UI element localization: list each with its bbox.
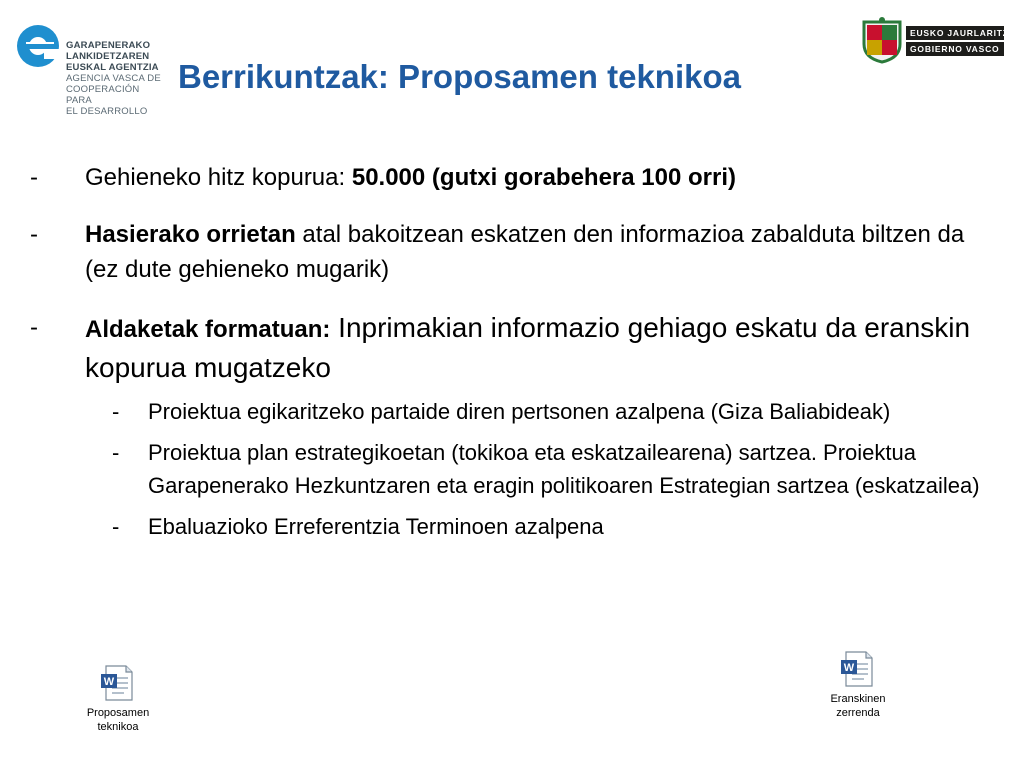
svg-text:W: W — [843, 662, 855, 674]
svg-text:W: W — [103, 676, 115, 688]
attachment-label: Eranskinen — [830, 693, 886, 705]
word-document-icon — [100, 664, 136, 702]
sub-bullet-dash: - — [112, 440, 120, 465]
basque-coat-of-arms-icon — [860, 16, 904, 64]
bullet-bold-text: Aldaketak formatuan: — [85, 316, 331, 343]
logo-line: AGENCIA VASCA DE — [66, 73, 161, 84]
sub-bullet-dash: - — [112, 514, 120, 539]
government-logo — [860, 16, 1016, 66]
logo-line: LANKIDETZAREN — [66, 51, 150, 62]
attachment-label: zerrenda — [836, 707, 880, 719]
bullet-dash: - — [30, 164, 38, 191]
bullet-item — [30, 309, 990, 387]
sub-bullet-text: Proiektua egikaritzeko partaide diren pertsonen azalpena (Giza Baliabideak) — [148, 399, 891, 424]
bullet-dash: - — [30, 221, 38, 248]
agency-e-logo-icon — [14, 18, 64, 70]
attachment-label: teknikoa — [97, 721, 139, 733]
bullet-dash: - — [30, 314, 38, 341]
bullet-item — [30, 217, 990, 287]
agency-logo-text — [66, 40, 164, 117]
sub-bullet-text: Ebaluazioko Erreferentzia Terminoen azalpena — [148, 514, 604, 539]
logo-line: EL DESARROLLO — [66, 106, 148, 117]
logo-line: COOPERACIÓN PARA — [66, 84, 140, 106]
sub-bullet-item — [112, 510, 990, 543]
government-name-spanish: GOBIERNO VASCO — [906, 42, 1004, 56]
sub-bullet-text: Proiektua plan estrategikoetan (tokikoa eta eskatzailearena) sartzea. Proiektua Garapenerako Hezkuntzaren eta eragin politikoaren Estrategian sartzea (eskatzailea) — [148, 440, 980, 498]
sub-bullet-item — [112, 395, 990, 428]
sub-bullet-item — [112, 436, 990, 502]
bullet-text: atal bakoitzean eskatzen den informazioa zabalduta biltzen da (ez dute gehieneko mugarik) — [85, 221, 965, 283]
bullet-bold-text: Hasierako orrietan — [85, 221, 296, 248]
logo-line: GARAPENERAKO — [66, 40, 151, 51]
logo-line: EUSKAL AGENTZIA — [66, 62, 159, 73]
bullet-item — [30, 160, 990, 195]
agency-logo — [14, 18, 164, 118]
attachment-label: Proposamen — [86, 707, 150, 719]
bullet-text: Inprimakian informazio gehiago eskatu da eranskin kopurua mugatzeko — [85, 312, 971, 383]
sub-bullet-dash: - — [112, 399, 120, 424]
word-document-icon — [840, 650, 876, 688]
attachment-eranskinen-zerrenda[interactable] — [798, 650, 918, 720]
attachment-proposamen-teknikoa[interactable] — [58, 664, 178, 734]
bullet-text: Gehieneko hitz kopurua: — [85, 164, 352, 191]
slide-title: Berrikuntzak: Proposamen teknikoa — [178, 58, 741, 95]
government-name-basque: EUSKO JAURLARITZA — [906, 26, 1004, 40]
bullet-list — [30, 160, 990, 551]
bullet-bold-text: 50.000 (gutxi gorabehera 100 orri) — [351, 164, 736, 191]
